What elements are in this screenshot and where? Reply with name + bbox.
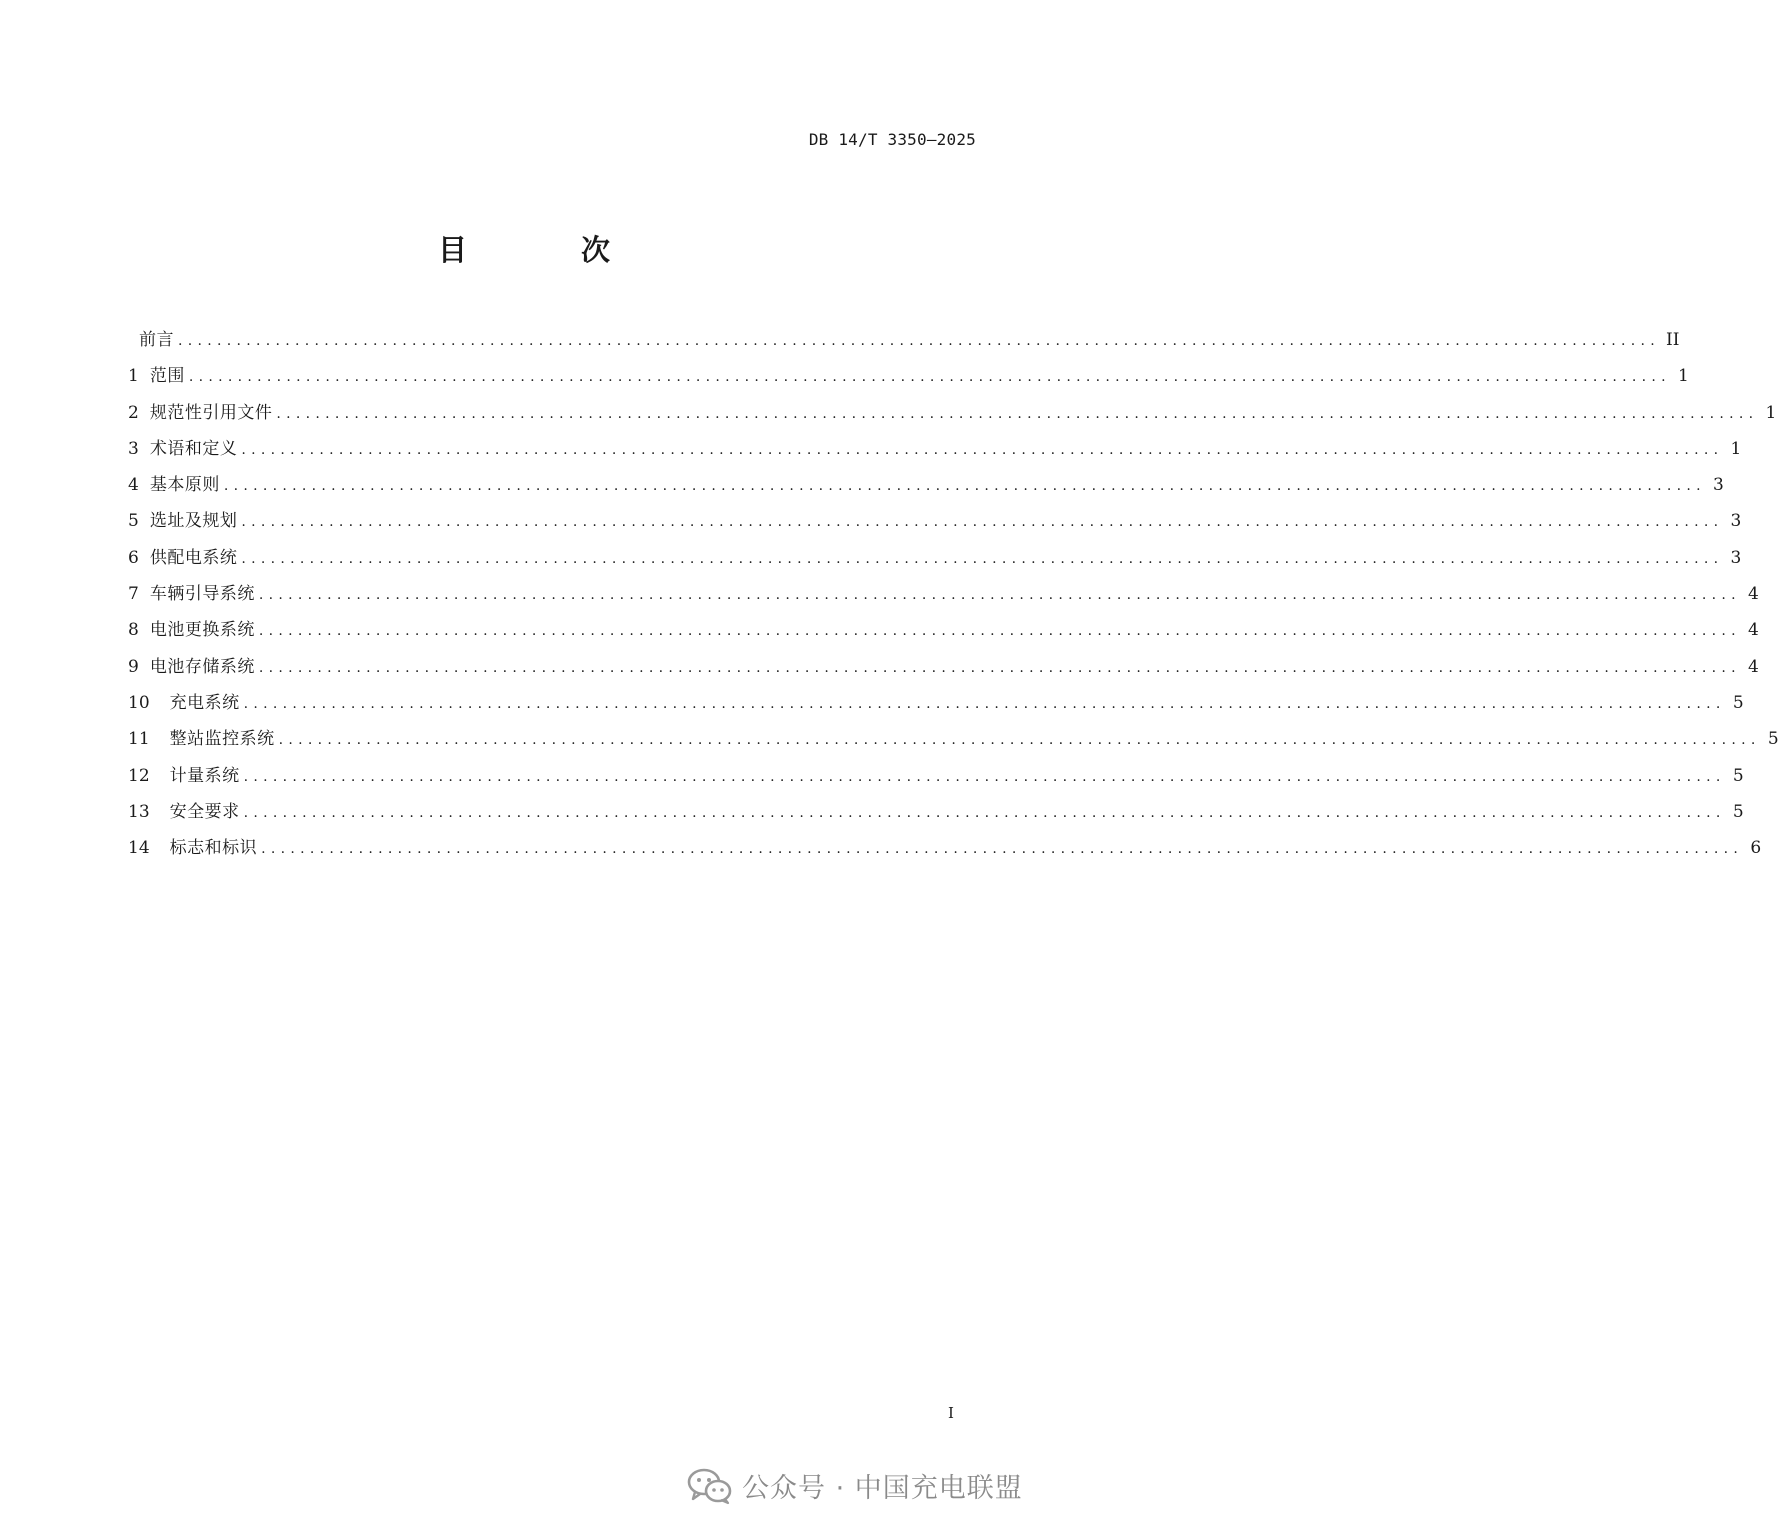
toc-entry-number: 10 <box>128 692 150 713</box>
toc-entry-label: 电池更换系统 <box>149 620 255 641</box>
toc-entry-number: 14 <box>128 838 150 859</box>
toc-entry-page: 4 <box>1748 656 1759 677</box>
toc-entry-number: 11 <box>128 729 150 750</box>
toc-entry-number: 7 <box>128 584 139 605</box>
toc-entry-number: 8 <box>128 620 139 641</box>
toc-entry-label: 标志和标识 <box>169 838 258 859</box>
toc-dot-leader: ........................................................................................................................................................ <box>258 659 1741 676</box>
page-title: 目 次 <box>437 233 663 267</box>
toc-entry-number: 2 <box>128 402 139 423</box>
toc-entry-number: 13 <box>128 801 150 822</box>
toc-entry-10[interactable] <box>128 685 1744 721</box>
table-of-contents <box>128 322 1779 866</box>
toc-entry-7[interactable] <box>128 576 1759 612</box>
toc-entry-foreword[interactable] <box>128 322 1680 358</box>
toc-entry-12[interactable] <box>128 758 1744 794</box>
watermark <box>688 1466 1023 1505</box>
toc-dot-leader: ........................................................................................................................................................ <box>241 514 1724 531</box>
toc-entry-8[interactable] <box>128 612 1759 648</box>
toc-entry-page: 5 <box>1732 801 1744 822</box>
toc-entry-label: 选址及规划 <box>149 511 238 532</box>
page-number: I <box>948 1404 954 1422</box>
toc-entry-label: 车辆引导系统 <box>149 584 255 605</box>
toc-dot-leader: ........................................................................................................................................................ <box>241 441 1724 458</box>
toc-entry-label: 充电系统 <box>169 692 240 713</box>
toc-entry-page: 1 <box>1678 366 1689 387</box>
toc-entry-page: 4 <box>1748 584 1759 605</box>
wechat-icon <box>688 1468 732 1504</box>
toc-entry-number: 1 <box>128 366 139 387</box>
toc-entry-page: 4 <box>1748 620 1759 641</box>
toc-entry-page: 3 <box>1713 475 1724 496</box>
toc-entry-label: 电池存储系统 <box>149 656 255 677</box>
toc-entry-label: 基本原则 <box>149 475 220 496</box>
toc-entry-9[interactable] <box>128 649 1759 685</box>
toc-dot-leader: ........................................................................................................................................................ <box>243 695 1726 712</box>
watermark-text: 公众号 · 中国充电联盟 <box>742 1473 1023 1504</box>
toc-entry-number: 6 <box>128 547 139 568</box>
toc-dot-leader: ........................................................................................................................................................ <box>243 804 1726 821</box>
toc-dot-leader: ........................................................................................................................................................ <box>188 369 1671 386</box>
toc-dot-leader: ........................................................................................................................................................ <box>243 768 1726 785</box>
toc-entry-number: 12 <box>128 765 150 786</box>
toc-entry-label: 规范性引用文件 <box>149 402 273 423</box>
toc-entry-label: 范围 <box>149 366 185 387</box>
toc-entry-4[interactable] <box>128 467 1724 503</box>
toc-entry-page: 5 <box>1767 729 1779 750</box>
toc-entry-11[interactable] <box>128 721 1779 757</box>
toc-entry-5[interactable] <box>128 503 1742 539</box>
toc-dot-leader: ........................................................................................................................................................ <box>261 841 1744 858</box>
toc-entry-page: 5 <box>1732 765 1744 786</box>
toc-dot-leader: ........................................................................................................................................................ <box>258 623 1741 640</box>
toc-entry-page: 3 <box>1730 547 1742 568</box>
toc-entry-2[interactable] <box>128 395 1777 431</box>
toc-entry-number: 5 <box>128 511 139 532</box>
toc-entry-page: 3 <box>1730 511 1742 532</box>
toc-dot-leader: ........................................................................................................................................................ <box>178 333 1661 349</box>
toc-entry-number: 4 <box>128 475 139 496</box>
toc-entry-1[interactable] <box>128 358 1689 394</box>
toc-entry-label: 前言 <box>139 330 174 350</box>
toc-entry-6[interactable] <box>128 540 1742 576</box>
toc-entry-page: 5 <box>1732 692 1744 713</box>
toc-entry-label: 整站监控系统 <box>169 729 275 750</box>
toc-dot-leader: ........................................................................................................................................................ <box>258 587 1741 604</box>
toc-dot-leader: ........................................................................................................................................................ <box>223 478 1706 495</box>
toc-entry-13[interactable] <box>128 794 1744 830</box>
toc-entry-label: 计量系统 <box>169 765 240 786</box>
toc-entry-page: 6 <box>1750 838 1762 859</box>
toc-entry-label: 安全要求 <box>169 801 240 822</box>
toc-entry-number: 9 <box>128 656 139 677</box>
toc-entry-14[interactable] <box>128 830 1762 866</box>
toc-entry-number: 3 <box>128 438 139 459</box>
document-code: DB 14/T 3350—2025 <box>808 130 976 149</box>
toc-dot-leader: ........................................................................................................................................................ <box>276 405 1759 422</box>
toc-dot-leader: ........................................................................................................................................................ <box>241 550 1724 567</box>
toc-entry-label: 术语和定义 <box>149 438 238 459</box>
toc-dot-leader: ........................................................................................................................................................ <box>278 732 1761 749</box>
toc-entry-3[interactable] <box>128 431 1742 467</box>
toc-entry-page: 1 <box>1765 402 1777 423</box>
toc-entry-label: 供配电系统 <box>149 547 238 568</box>
toc-entry-page: 1 <box>1730 438 1742 459</box>
toc-entry-page: II <box>1666 330 1680 350</box>
